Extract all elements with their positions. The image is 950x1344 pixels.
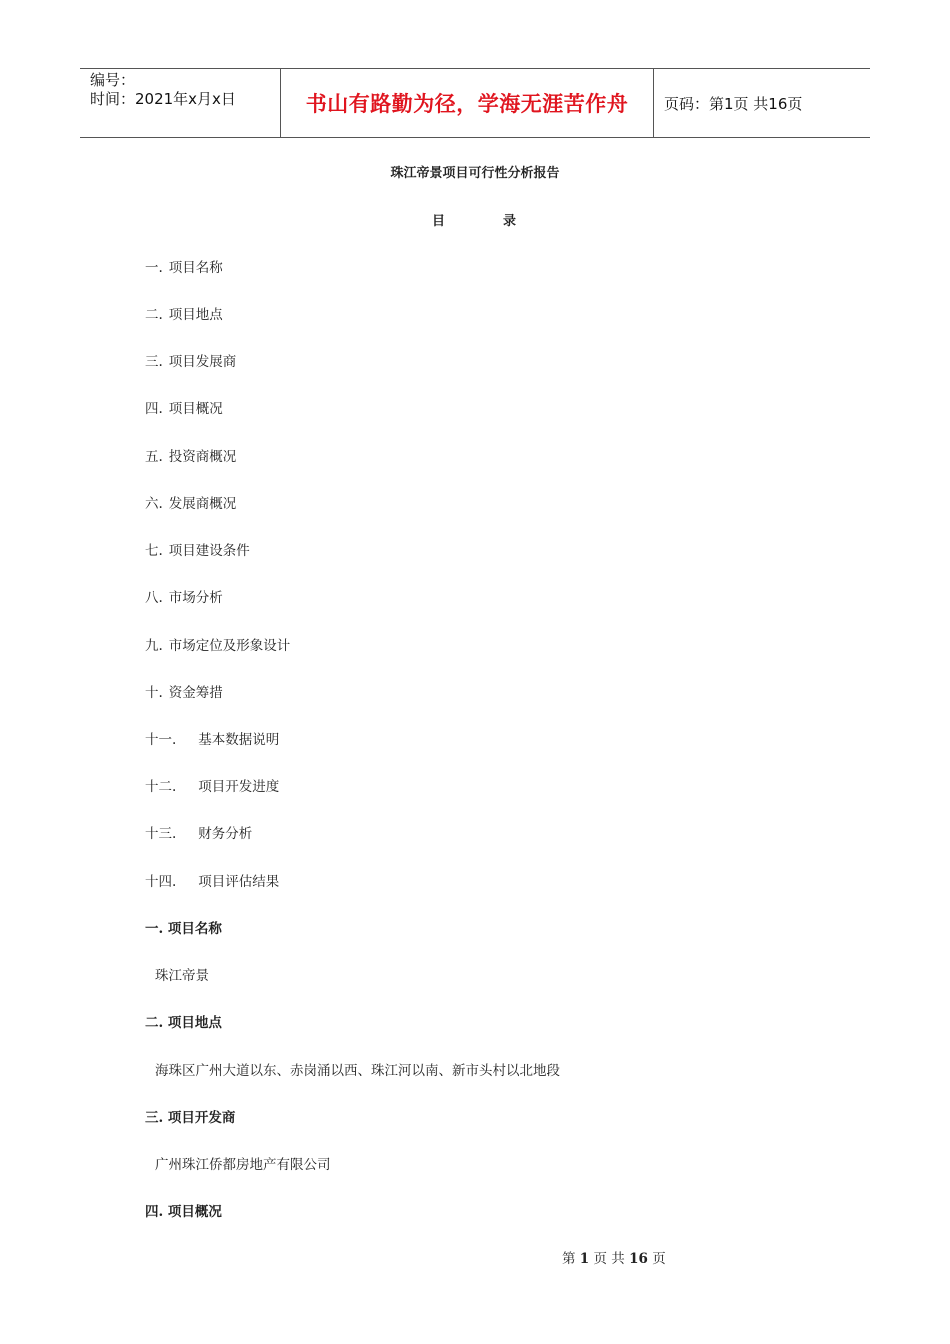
toc-item-number: 七. [145,543,163,559]
section-heading: 三. 项目开发商 [145,1110,236,1126]
toc-item-number: 十三. [145,826,177,842]
section-content: 珠江帝景 [155,968,209,984]
toc-item-label: 资金筹措 [168,685,223,701]
toc-item-number: 九. [145,638,163,654]
toc-item-label: 项目建设条件 [168,543,250,559]
toc-item-number: 十一. [145,732,177,748]
toc-item-label: 财务分析 [198,826,253,842]
toc-item-number: 十二. [145,779,177,795]
toc-item-label: 项目评估结果 [198,874,280,890]
document-title: 珠江帝景项目可行性分析报告 [390,166,560,181]
section-content: 海珠区广州大道以东、赤岗涌以西、珠江河以南、新市头村以北地段 [155,1063,560,1079]
toc-item-label: 基本数据说明 [198,732,280,748]
toc-item-number: 四. [145,401,163,417]
footer-current-page: 1 [579,1251,590,1267]
time-label: 时间：2021年x月x日 [90,90,236,108]
toc-item[interactable] [145,492,236,512]
toc-item-number: 八. [145,590,163,606]
footer-mid: 页 共 [593,1251,625,1267]
toc-item[interactable] [145,350,236,370]
header-meta [80,69,281,137]
toc-item-number: 三. [145,354,163,370]
toc-item[interactable] [145,822,252,842]
toc-item-label: 项目发展商 [168,354,237,370]
toc-item[interactable] [145,681,223,701]
toc-item-label: 市场定位及形象设计 [168,638,291,654]
toc-item[interactable] [145,397,223,417]
toc-item-label: 项目概况 [168,401,223,417]
footer-prefix: 第 [562,1251,576,1267]
toc-item-number: 十四. [145,874,177,890]
page-footer [562,1247,666,1267]
section-heading: 一. 项目名称 [145,921,222,937]
toc-item[interactable] [145,728,279,748]
toc-item-label: 项目地点 [168,307,223,323]
toc-heading-char-1: 目 [432,214,446,229]
toc-item-label: 投资商概况 [168,449,237,465]
toc-item[interactable] [145,775,279,795]
footer-total-pages: 16 [629,1251,648,1267]
toc-item[interactable] [145,539,250,559]
toc-item-label: 项目开发进度 [198,779,280,795]
number-label: 编号： [90,71,136,89]
toc-item-number: 十. [145,685,163,701]
toc-item-number: 二. [145,307,163,323]
header-page-info: 页码：第1页 共16页 [664,94,803,113]
toc-item-label: 项目名称 [168,260,223,276]
toc-item[interactable] [145,870,279,890]
section-heading: 四. 项目概况 [145,1204,222,1220]
toc-item[interactable] [145,445,236,465]
header-slogan: 书山有路勤为径，学海无涯苦作舟 [281,69,654,137]
toc-item[interactable] [145,303,223,323]
section-heading: 二. 项目地点 [145,1015,222,1031]
section-content: 广州珠江侨都房地产有限公司 [155,1157,331,1173]
toc-heading [432,210,516,229]
toc-item[interactable] [145,256,223,276]
footer-suffix: 页 [652,1251,666,1267]
toc-item-label: 市场分析 [168,590,223,606]
toc-item[interactable] [145,586,223,606]
toc-item-number: 一. [145,260,163,276]
toc-item-label: 发展商概况 [168,496,237,512]
toc-item-number: 六. [145,496,163,512]
toc-item-number: 五. [145,449,163,465]
toc-heading-char-2: 录 [503,214,517,229]
toc-item[interactable] [145,634,290,654]
page-header [80,68,870,138]
